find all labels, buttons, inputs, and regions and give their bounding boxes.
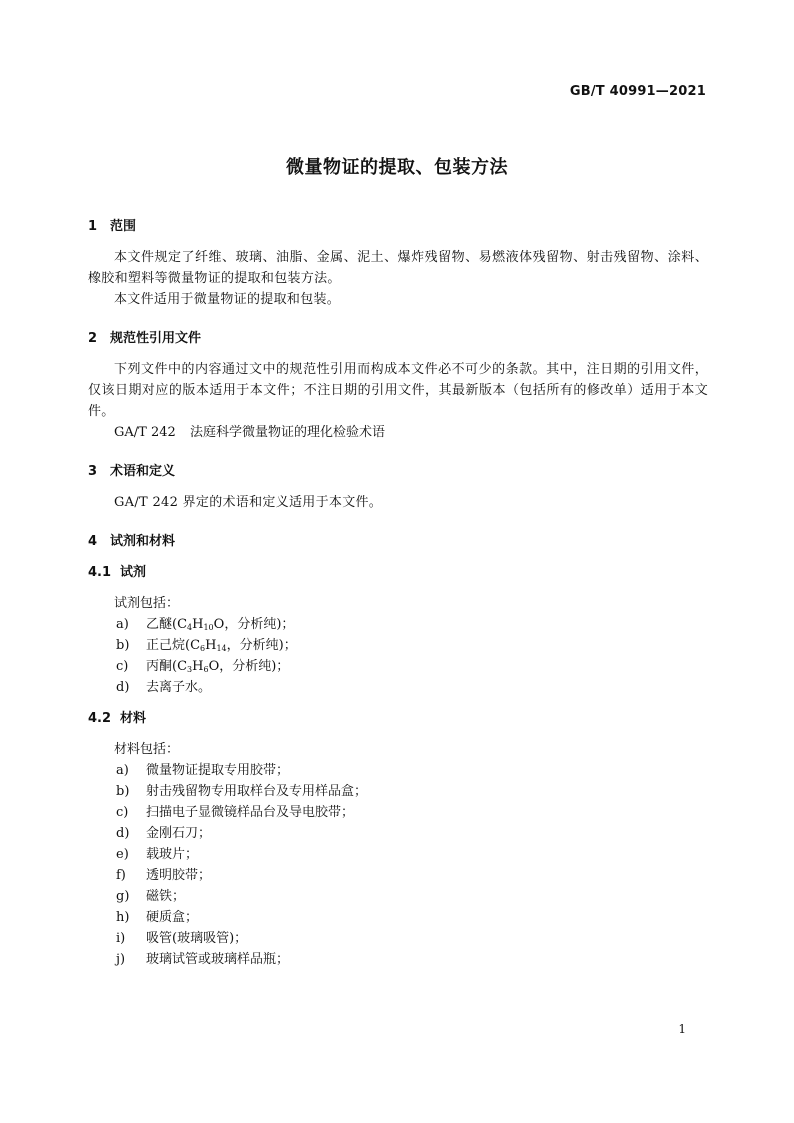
section-4-1-heading [88, 562, 708, 583]
list-text: 丙酮($C_3H_6O$，分析纯)； [146, 659, 290, 674]
materials-intro: 材料包括： [114, 742, 180, 757]
list-text: 金刚石刀； [146, 826, 212, 841]
list-item [88, 635, 708, 656]
page-number: 1 [678, 1022, 686, 1036]
scope-paragraph-1: 本文件规定了纤维、玻璃、油脂、金属、泥土、爆炸残留物、易燃液体残留物、射击残留物、涂料、橡胶和塑料等微量物证的提取和包装方法。 [88, 250, 708, 286]
standard-code: GB/T 40991—2021 [569, 84, 706, 99]
list-item [88, 823, 708, 844]
section-number: 2 [88, 331, 98, 346]
reference-entry [88, 422, 708, 443]
section-1-heading [88, 216, 708, 237]
list-marker: a) [116, 617, 129, 632]
list-item [88, 865, 708, 886]
list-marker: d) [116, 680, 130, 695]
list-text: 正己烷($C_6H_{14}$，分析纯)； [146, 638, 297, 653]
list-text: 去离子水。 [146, 680, 212, 695]
list-text: 玻璃试管或玻璃样品瓶； [146, 952, 290, 967]
list-item [88, 656, 708, 677]
list-text: 硬质盒； [146, 910, 199, 925]
list-marker: h) [116, 910, 130, 925]
list-item [88, 949, 708, 970]
section-title: 试剂和材料 [110, 534, 176, 549]
list-marker: f) [116, 868, 126, 883]
list-text: 吸管(玻璃吸管)； [146, 931, 248, 946]
section-4-heading [88, 531, 708, 552]
section-title: 术语和定义 [110, 464, 176, 479]
reagents-intro: 试剂包括： [114, 596, 180, 611]
list-marker: c) [116, 659, 129, 674]
section-number: 4.1 [88, 565, 112, 580]
list-marker: e) [116, 847, 129, 862]
list-text: 微量物证提取专用胶带； [146, 763, 290, 778]
section-title: 范围 [110, 219, 137, 234]
list-item [88, 614, 708, 635]
list-marker: d) [116, 826, 130, 841]
list-marker: j) [116, 952, 126, 967]
section-3-heading [88, 461, 708, 482]
section-4-2-heading [88, 708, 708, 729]
section-number: 3 [88, 464, 98, 479]
section-number: 4.2 [88, 711, 112, 726]
list-text: 磁铁； [146, 889, 186, 904]
list-marker: c) [116, 805, 129, 820]
section-number: 1 [88, 219, 98, 234]
list-marker: b) [116, 638, 130, 653]
reference-code: GA/T 242 [114, 425, 176, 440]
list-text: 乙醚($C_4H_{10}O$，分析纯)； [146, 617, 295, 632]
list-item [88, 802, 708, 823]
list-text: 透明胶带； [146, 868, 212, 883]
list-item [88, 760, 708, 781]
list-marker: i) [116, 931, 126, 946]
normative-references-paragraph: 下列文件中的内容通过文中的规范性引用而构成本文件必不可少的条款。其中，注日期的引用文件，仅该日期对应的版本适用于本文件；不注日期的引用文件，其最新版本（包括所有的修改单）适用于本文件。 [88, 362, 708, 419]
list-item [88, 781, 708, 802]
section-2-heading [88, 328, 708, 349]
list-text: 射击残留物专用取样台及专用样品盒； [146, 784, 368, 799]
reference-title: 法庭科学微量物证的理化检验术语 [190, 425, 386, 440]
section-title: 试剂 [120, 565, 147, 580]
list-text: 载玻片； [146, 847, 199, 862]
list-item [88, 928, 708, 949]
terms-paragraph: GA/T 242 界定的术语和定义适用于本文件。 [114, 495, 383, 510]
section-title: 规范性引用文件 [110, 331, 202, 346]
section-title: 材料 [120, 711, 147, 726]
list-item [88, 886, 708, 907]
scope-paragraph-2: 本文件适用于微量物证的提取和包装。 [114, 292, 341, 307]
list-text: 扫描电子显微镜样品台及导电胶带； [146, 805, 355, 820]
list-item [88, 907, 708, 928]
list-marker: a) [116, 763, 129, 778]
document-title: 微量物证的提取、包装方法 [286, 157, 508, 178]
list-marker: g) [116, 889, 130, 904]
section-number: 4 [88, 534, 98, 549]
list-item [88, 844, 708, 865]
list-item [88, 677, 708, 698]
list-marker: b) [116, 784, 130, 799]
document-body [88, 216, 708, 970]
